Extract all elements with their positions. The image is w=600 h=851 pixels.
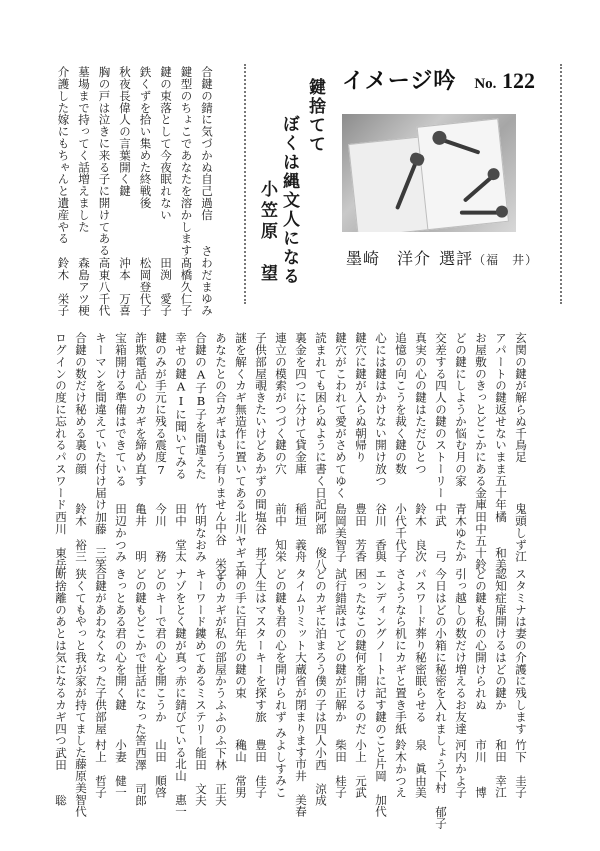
poem-verse: 合鍵の数だけ秘める裏の顔: [74, 332, 88, 475]
poem-verse: ナゾをとく鍵が真っ赤に錆びている: [174, 568, 188, 759]
poem-entry: [90, 332, 110, 570]
poem-verse: 胸の戸は泣きに来る子に開けてある: [97, 66, 112, 257]
poem-verse: どの鍵もどこかで世話になった筈: [134, 568, 148, 747]
poem-verse: 詐欺電話心のカギを締め直す: [134, 332, 148, 487]
poem-entry: [510, 332, 530, 562]
poem-verse: アパートの鍵返せないまま五十年: [494, 332, 508, 511]
poem-author: 阿部 俊八: [314, 510, 328, 570]
poem-author: 穐山 常男: [234, 738, 248, 798]
poem-entry: [270, 568, 290, 798]
poem-entry: [230, 568, 250, 798]
poem-author: 西澤 司郎: [134, 746, 148, 806]
poem-verse: あなたとの合カギはもう有りません: [214, 332, 228, 523]
key-icon: [460, 211, 500, 215]
selector-role: 選評: [439, 249, 474, 268]
poem-author: 市井 美春: [294, 758, 308, 818]
poem-author: 西川 東岳: [54, 510, 68, 570]
poem-verse: 鍵穴がこわれて愛がさめてゆく: [334, 332, 348, 499]
poem-author: 竹下 圭子: [514, 738, 528, 798]
poem-entry: [410, 568, 430, 798]
poem-verse: 認知症扉開けるはどの鍵か: [494, 568, 508, 711]
poem-entry: [310, 568, 330, 806]
poem-verse: 裏金を四つに分けて貸金庫: [294, 332, 308, 475]
poem-entry: [350, 568, 370, 798]
poem-verse: どの鍵にしようか悩む月の家: [454, 332, 468, 487]
selector-prefecture: （福 井）: [473, 253, 539, 267]
poem-author: 田渕 愛子: [159, 256, 173, 316]
poem-entry: [114, 66, 135, 316]
poem-verse: 墓場まで持ってく話増えました: [77, 66, 91, 233]
poem-entry: [210, 332, 230, 582]
selector-name: 墨崎 洋介: [346, 249, 432, 268]
poem-entry: [73, 66, 94, 316]
poem-author: 小西 涼成: [314, 746, 328, 806]
poem-verse: 玄関の鍵が解らぬ千鳥足: [514, 332, 528, 463]
dotted-divider-left: [244, 64, 246, 304]
poem-verse: どの鍵も私の心開けられぬ: [474, 568, 488, 711]
poem-entry: [450, 332, 470, 562]
poem-entry: [510, 568, 530, 798]
open-book-image: [347, 118, 507, 232]
poem-verse: 合鍵があわなくなった子供部屋: [94, 568, 108, 735]
poem-verse: スタミナは妻の介護に残します: [514, 568, 528, 735]
poem-author: 鈴木 裕三: [74, 502, 88, 562]
header: [330, 64, 554, 268]
poem-verse: ログインの度に忘れるパスワード: [54, 332, 68, 511]
poem-entry: [150, 568, 170, 798]
poem-author: 鈴木かつえ: [394, 738, 408, 798]
poem-verse: エンディングノートに記す鍵のこと: [374, 568, 388, 759]
poem-verse: 秋夜長偉人の言葉開く鍵: [118, 66, 132, 197]
dotted-divider-right: [560, 64, 562, 304]
poem-entry: [90, 568, 110, 798]
poem-entry: [110, 568, 130, 798]
poem-verse: 心には鍵はかけない開け放つ: [374, 332, 388, 487]
poem-author: 豊田 佳子: [254, 738, 268, 798]
poem-entry: [430, 568, 450, 830]
poem-entry: [290, 332, 310, 562]
poem-author: 小上 元武: [354, 738, 368, 798]
poem-author: 青木ゆたか: [454, 502, 468, 562]
poem-author: 下林 正夫: [214, 746, 228, 806]
poem-author: 市川 博: [474, 738, 488, 798]
poem-author: 鬼頭しず江: [514, 502, 528, 562]
poem-verse: 断捨離のあとは気になるカギ四つ: [54, 568, 68, 747]
poem-author: 島岡美智子: [334, 502, 348, 562]
issue-number: [474, 68, 535, 94]
poem-verse: 鉄くずを拾い集めた終戦後: [138, 66, 153, 209]
poem-entry: [350, 332, 370, 562]
poem-entry: [70, 332, 90, 562]
poem-verse: 宝箱開ける準備はできている: [114, 332, 128, 487]
poem-entry: [190, 568, 210, 806]
poem-author: 田辺かつみ: [114, 502, 128, 562]
poem-author: 藤原美智代: [74, 758, 88, 818]
poem-verse: キーマンを間違えていた付け届け: [94, 332, 108, 511]
book-left-page: [348, 137, 429, 232]
poem-verse: 困ったなこの鍵何を開けるのだ: [354, 568, 368, 735]
poem-verse: 謎を解くカギ無造作に置いてある: [234, 332, 248, 511]
poem-entry: [390, 568, 410, 798]
poem-entry: [50, 332, 70, 570]
poem-verse: 交差する四人の鍵のストーリー: [434, 332, 448, 499]
poem-author: 下村 郁子: [434, 770, 448, 830]
poem-author: 柴田 桂子: [334, 738, 348, 798]
poem-entry: [93, 66, 114, 316]
poem-author: さわだまゆみ: [200, 244, 214, 316]
poem-entry: [50, 568, 70, 806]
poem-entry: [430, 332, 450, 562]
poem-author: 鈴木 良次: [414, 502, 428, 562]
poem-verse: 合鍵の錆に気づかぬ自己過信: [200, 66, 214, 221]
poem-author: 亀井 明: [134, 502, 148, 562]
poem-author: 中武 弓: [434, 502, 448, 562]
poem-entry: [290, 568, 310, 818]
poem-entry: [52, 66, 73, 316]
poem-entry: [410, 332, 430, 562]
poem-author: 橘 和美: [494, 510, 508, 570]
poem-author: 河内かよ子: [454, 738, 468, 798]
middle-poem-list: [50, 332, 530, 582]
poem-entry: [250, 568, 270, 798]
poem-verse: どのカギが私の部屋かうふふのふ: [214, 568, 228, 747]
poem-verse: 合鍵のA子B子を間違えた: [194, 332, 208, 480]
poem-author: 稲垣 義舟: [294, 502, 308, 562]
poem-verse: 幸せの鍵AIに聞いてみる: [174, 332, 188, 480]
bottom-poem-list: [50, 568, 530, 830]
poem-entry: [190, 332, 210, 562]
poem-author: 中谷 栄子: [214, 522, 228, 582]
poem-author: 小代千代子: [394, 502, 408, 562]
poem-author: 北川ヤギエ: [234, 510, 248, 570]
poem-entry: [390, 332, 410, 562]
poem-verse: 鍵のみが手元に残る震度7: [154, 332, 168, 478]
poem-author: 前中 知栄: [274, 502, 288, 562]
poem-entry: [170, 332, 190, 562]
poem-entry: [470, 332, 490, 570]
poem-verse: どのキーで君の心を開こうか: [154, 568, 168, 723]
poem-verse: きっとある君の心を開く鍵: [114, 568, 128, 711]
poem-verse: パスワード葬り秘密眠らせる: [414, 568, 428, 723]
poem-verse: 試行錯誤はてどの鍵が正解か: [334, 568, 348, 723]
poem-entry: [134, 66, 155, 316]
poem-author: 高東八千代: [97, 256, 112, 316]
poem-entry: [196, 66, 217, 316]
poem-verse: 神の手に百年先の鍵の束: [234, 568, 248, 699]
poem-entry: [450, 568, 470, 798]
poem-entry: [310, 332, 330, 570]
poem-verse: 今日はどの小箱に秘密を入れましょう: [434, 568, 448, 771]
poem-author: 髙橋久仁子: [179, 256, 194, 316]
issue-value: 122: [501, 68, 535, 93]
poem-author: みよしすみこ: [274, 726, 288, 798]
poem-verse: 連立の模索がつづく鍵の穴: [274, 332, 288, 475]
page-title: イメージ吟: [342, 69, 457, 94]
poem-verse: 読まれても困らぬように書く日記: [314, 332, 328, 511]
featured-line-1: 鍵捨てて: [305, 78, 325, 154]
poem-entry: [230, 332, 250, 570]
poem-entry: [130, 568, 150, 806]
poem-author: 小妻 健一: [114, 738, 128, 798]
poem-verse: 介護した嫁にもちゃんと遺産やる: [56, 66, 71, 245]
poem-author: 田中五十鈴: [474, 510, 488, 570]
poem-author: 田中 堂太: [174, 502, 188, 562]
poem-verse: お屋敷のきっとどこかにある金庫: [474, 332, 488, 511]
poem-author: 和田 幸江: [494, 738, 508, 798]
poem-entry: [130, 332, 150, 562]
poem-entry: [490, 332, 510, 570]
poem-entry: [150, 332, 170, 562]
poem-verse: 子供部屋覗きたいけどあかずの間: [254, 332, 268, 511]
poem-entry: [330, 568, 350, 798]
poem-author: 泉 眞由美: [414, 738, 428, 798]
poem-author: 片岡 加代: [374, 758, 388, 818]
poem-author: 武田 聡: [54, 746, 68, 806]
poem-entry: [470, 568, 490, 798]
poem-verse: 引っ越しの数だけ増えるお友達: [454, 568, 468, 735]
poem-verse: どの鍵も君の心を開けられず: [274, 568, 288, 723]
title-row: [330, 64, 554, 95]
poem-verse: さようなら机にカギと置き手紙: [394, 568, 408, 735]
poem-entry: [370, 332, 390, 562]
poem-author: 村上 哲子: [94, 738, 108, 798]
poem-verse: 鍵穴に鍵が入らぬ朝帰り: [354, 332, 368, 463]
poem-entry: [370, 568, 390, 818]
poem-verse: タイムリミット大蔵省が閉まります: [294, 568, 308, 759]
featured-author: 小笠原 望: [257, 180, 277, 285]
poem-entry: [175, 66, 196, 316]
poem-verse: 人生はマスターキーを探す旅: [254, 568, 268, 723]
poem-author: 鈴木 栄子: [56, 256, 71, 316]
poem-entry: [490, 568, 510, 798]
issue-label: No.: [474, 76, 497, 92]
poem-author: 森島アツ梗: [77, 256, 91, 316]
poem-entry: [70, 568, 90, 818]
poem-entry: [210, 568, 230, 806]
poem-entry: [155, 66, 176, 316]
keys-on-book-photo: [342, 114, 516, 232]
top-poem-list: [52, 66, 216, 316]
poem-author: 竹明なおみ: [194, 502, 208, 562]
poem-entry: [170, 568, 190, 818]
poem-verse: キーワード鏤めてあるミステリー: [194, 568, 208, 747]
poem-author: 谷川 香與: [374, 502, 388, 562]
poem-author: 能田 文夫: [194, 746, 208, 806]
poem-author: 松岡登代子: [138, 256, 153, 316]
selector-credit: [346, 246, 538, 269]
poem-author: 豊田 芳香: [354, 502, 368, 562]
poem-verse: 真実の心の鍵はただひとつ: [414, 332, 428, 475]
poem-author: 沖本 万喜: [118, 256, 132, 316]
poem-author: 山田 順啓: [154, 738, 168, 798]
poem-verse: 狭くてもやっと我が家が持てました: [74, 568, 88, 759]
poem-verse: 鍵型のちょこであなたを溶かします: [179, 66, 194, 257]
poem-entry: [330, 332, 350, 562]
poem-verse: 鍵の束落として今夜眠れない: [159, 66, 173, 221]
poem-entry: [270, 332, 290, 562]
poem-entry: [110, 332, 130, 562]
poem-author: 塩谷 邦子: [254, 510, 268, 570]
poem-verse: 追憶の向こうを裁く鍵の数: [394, 332, 408, 475]
poem-entry: [250, 332, 270, 570]
poem-author: 北山 惠一: [174, 758, 188, 818]
poem-author: 今川 務: [154, 502, 168, 562]
poem-author: 加藤 三笑: [94, 510, 108, 570]
poem-verse: どのカギに泊まろう僕の子は四人: [314, 568, 328, 747]
featured-line-2: ぼくは縄文人になる: [279, 115, 299, 286]
